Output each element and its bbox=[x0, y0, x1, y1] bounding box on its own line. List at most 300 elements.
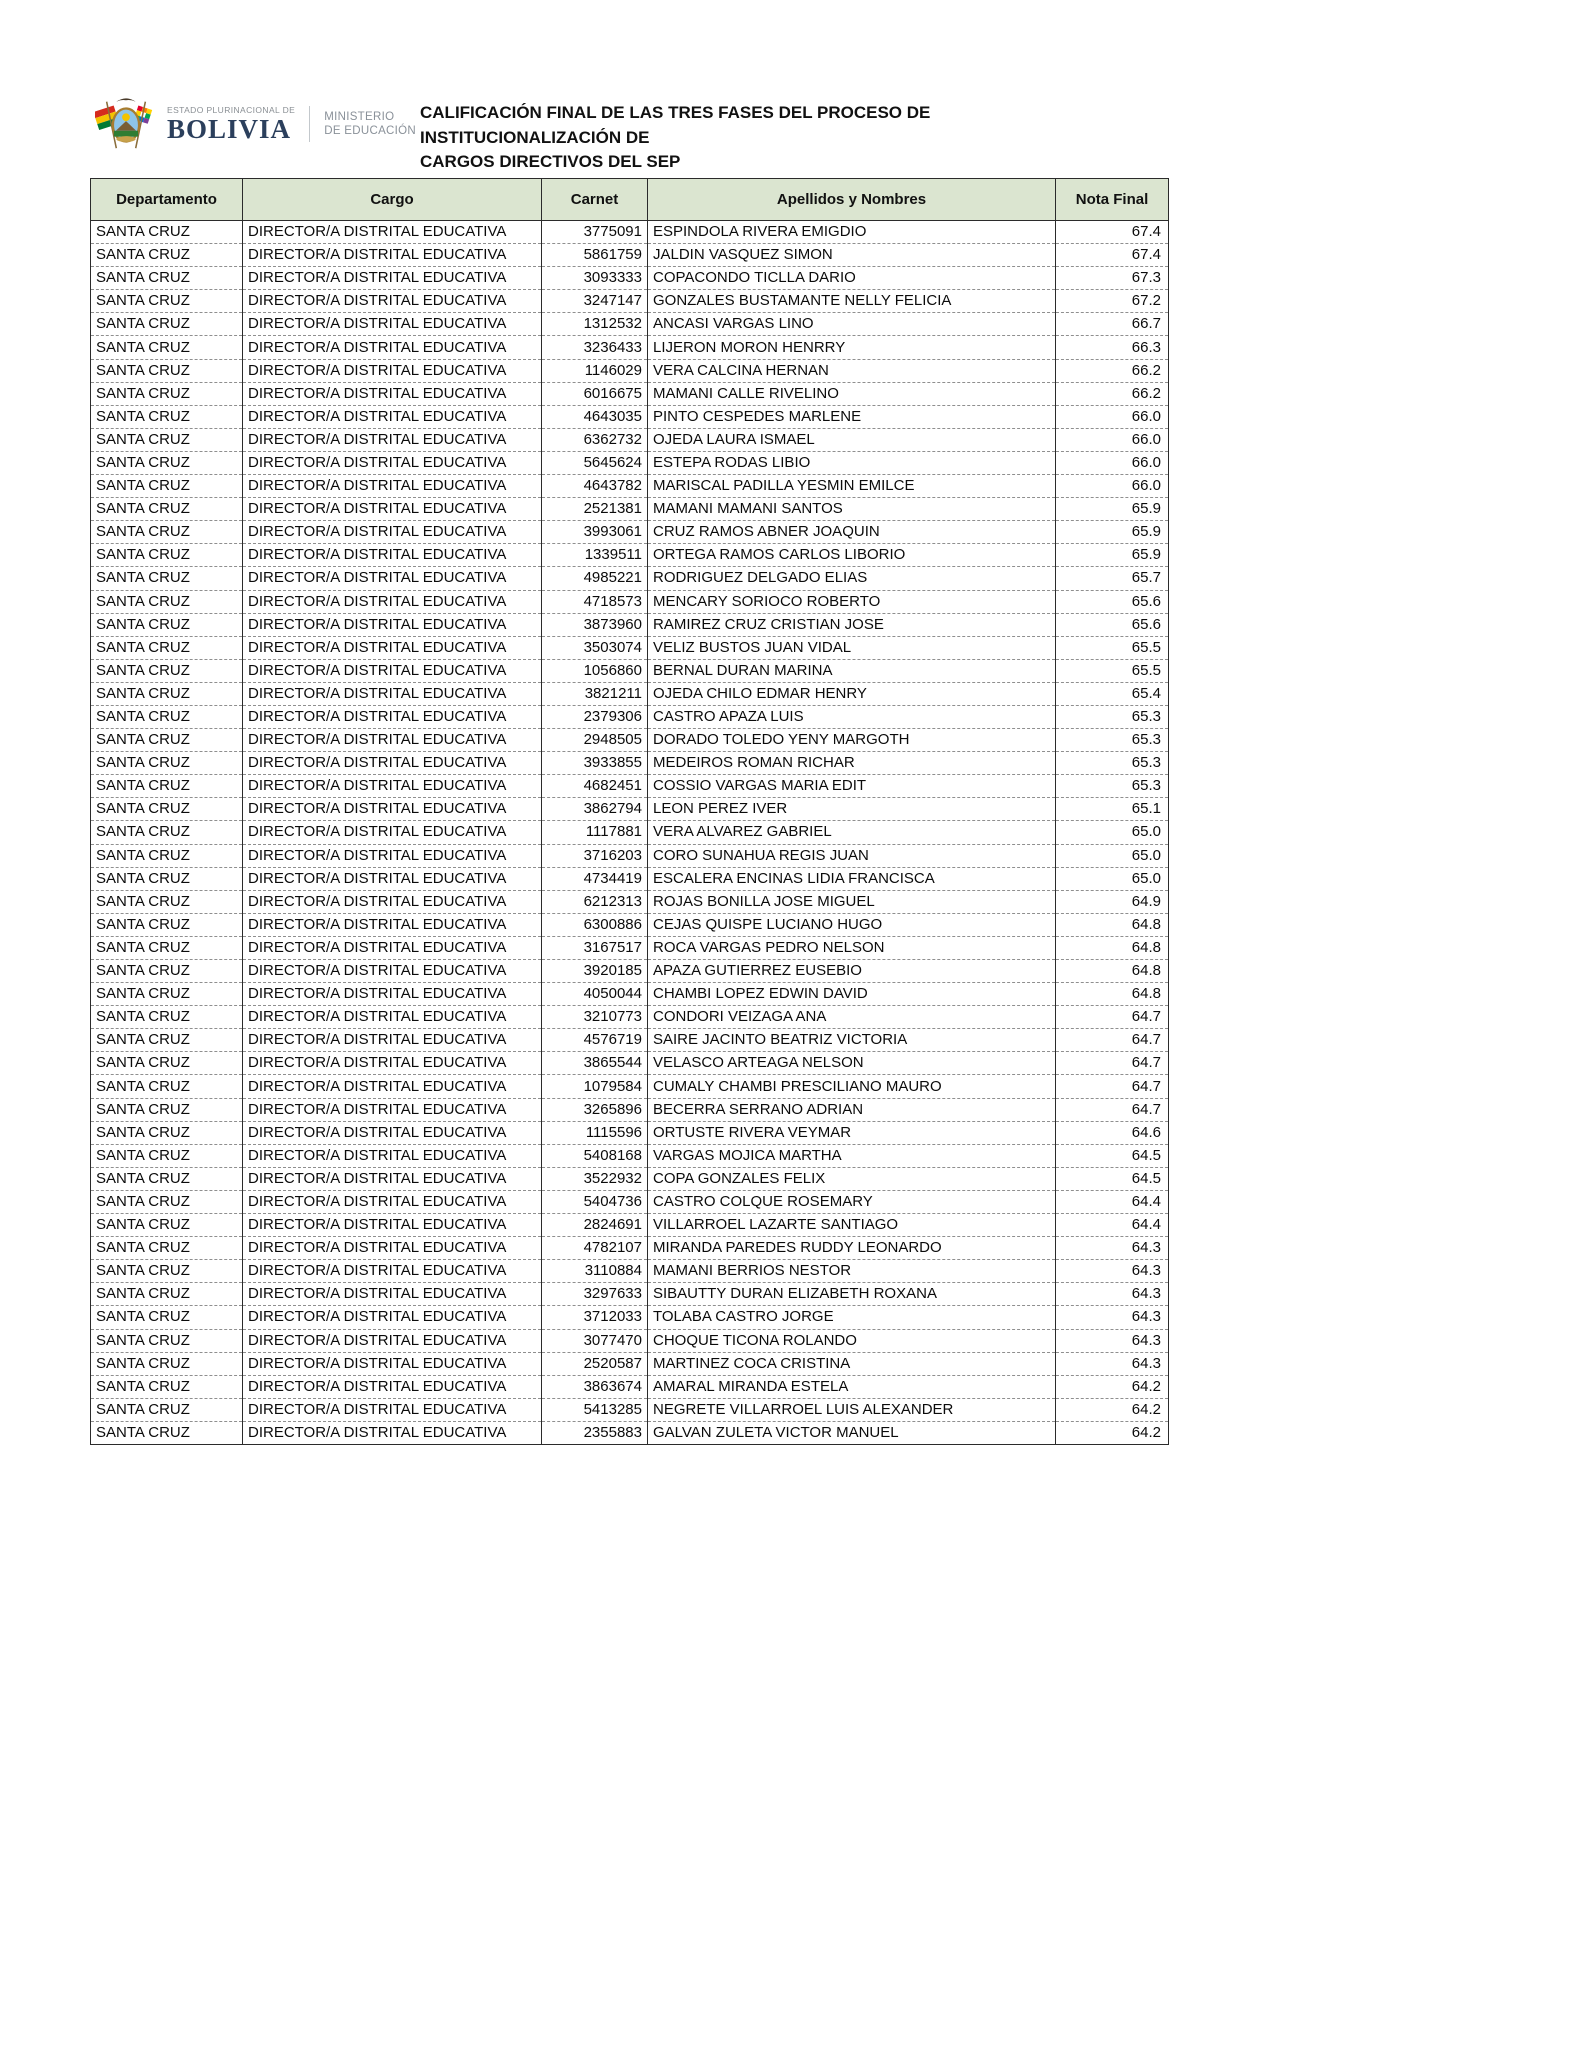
logo-divider bbox=[309, 106, 310, 142]
table-cell: DIRECTOR/A DISTRITAL EDUCATIVA bbox=[243, 290, 542, 313]
table-row bbox=[91, 913, 1169, 936]
table-cell: DIRECTOR/A DISTRITAL EDUCATIVA bbox=[243, 821, 542, 844]
table-cell: DIRECTOR/A DISTRITAL EDUCATIVA bbox=[243, 382, 542, 405]
table-cell: SANTA CRUZ bbox=[91, 405, 243, 428]
table-cell: 66.3 bbox=[1056, 336, 1169, 359]
table-row bbox=[91, 290, 1169, 313]
table-cell: MIRANDA PAREDES RUDDY LEONARDO bbox=[648, 1237, 1056, 1260]
table-cell: 5404736 bbox=[542, 1190, 648, 1213]
table-cell: 66.0 bbox=[1056, 475, 1169, 498]
table-row bbox=[91, 1398, 1169, 1421]
table-cell: DIRECTOR/A DISTRITAL EDUCATIVA bbox=[243, 313, 542, 336]
table-cell: 2521381 bbox=[542, 498, 648, 521]
table-cell: 3210773 bbox=[542, 1006, 648, 1029]
table-cell: MAMANI MAMANI SANTOS bbox=[648, 498, 1056, 521]
table-cell: 65.3 bbox=[1056, 775, 1169, 798]
table-cell: SANTA CRUZ bbox=[91, 798, 243, 821]
table-cell: 3920185 bbox=[542, 960, 648, 983]
column-header-departamento: Departamento bbox=[91, 179, 243, 221]
table-cell: RODRIGUEZ DELGADO ELIAS bbox=[648, 567, 1056, 590]
table-cell: SANTA CRUZ bbox=[91, 544, 243, 567]
table-row bbox=[91, 313, 1169, 336]
table-cell: SANTA CRUZ bbox=[91, 244, 243, 267]
table-cell: 66.0 bbox=[1056, 428, 1169, 451]
table-row bbox=[91, 1144, 1169, 1167]
table-row bbox=[91, 752, 1169, 775]
table-row bbox=[91, 821, 1169, 844]
table-cell: 64.7 bbox=[1056, 1098, 1169, 1121]
table-cell: SANTA CRUZ bbox=[91, 359, 243, 382]
column-header-nota-final: Nota Final bbox=[1056, 179, 1169, 221]
table-cell: DIRECTOR/A DISTRITAL EDUCATIVA bbox=[243, 844, 542, 867]
table-cell: 3522932 bbox=[542, 1167, 648, 1190]
table-cell: 6362732 bbox=[542, 428, 648, 451]
table-cell: DIRECTOR/A DISTRITAL EDUCATIVA bbox=[243, 1006, 542, 1029]
table-cell: DIRECTOR/A DISTRITAL EDUCATIVA bbox=[243, 428, 542, 451]
table-cell: SANTA CRUZ bbox=[91, 752, 243, 775]
table-row bbox=[91, 729, 1169, 752]
table-cell: 64.3 bbox=[1056, 1237, 1169, 1260]
table-cell: COSSIO VARGAS MARIA EDIT bbox=[648, 775, 1056, 798]
table-cell: 3873960 bbox=[542, 613, 648, 636]
table-cell: 65.9 bbox=[1056, 521, 1169, 544]
table-cell: SANTA CRUZ bbox=[91, 1098, 243, 1121]
table-cell: APAZA GUTIERREZ EUSEBIO bbox=[648, 960, 1056, 983]
table-cell: DIRECTOR/A DISTRITAL EDUCATIVA bbox=[243, 1306, 542, 1329]
column-header-carnet: Carnet bbox=[542, 179, 648, 221]
table-cell: 64.7 bbox=[1056, 1075, 1169, 1098]
table-cell: 64.4 bbox=[1056, 1214, 1169, 1237]
table-cell: SANTA CRUZ bbox=[91, 1052, 243, 1075]
table-cell: CUMALY CHAMBI PRESCILIANO MAURO bbox=[648, 1075, 1056, 1098]
table-cell: 6016675 bbox=[542, 382, 648, 405]
table-row bbox=[91, 867, 1169, 890]
table-cell: 65.3 bbox=[1056, 705, 1169, 728]
table-cell: 4050044 bbox=[542, 983, 648, 1006]
table-row bbox=[91, 1421, 1169, 1444]
table-cell: MAMANI CALLE RIVELINO bbox=[648, 382, 1056, 405]
table-cell: DIRECTOR/A DISTRITAL EDUCATIVA bbox=[243, 1144, 542, 1167]
table-cell: DIRECTOR/A DISTRITAL EDUCATIVA bbox=[243, 1398, 542, 1421]
table-cell: SANTA CRUZ bbox=[91, 521, 243, 544]
table-cell: 1079584 bbox=[542, 1075, 648, 1098]
table-row bbox=[91, 705, 1169, 728]
table-row bbox=[91, 1190, 1169, 1213]
table-cell: SANTA CRUZ bbox=[91, 1352, 243, 1375]
brand-bolivia-wordmark: BOLIVIA bbox=[167, 114, 292, 144]
table-cell: SANTA CRUZ bbox=[91, 1075, 243, 1098]
table-head bbox=[91, 179, 1169, 221]
table-row bbox=[91, 382, 1169, 405]
table-cell: 64.8 bbox=[1056, 913, 1169, 936]
table-cell: MARTINEZ COCA CRISTINA bbox=[648, 1352, 1056, 1375]
table-cell: DIRECTOR/A DISTRITAL EDUCATIVA bbox=[243, 1098, 542, 1121]
table-cell: SANTA CRUZ bbox=[91, 960, 243, 983]
table-row bbox=[91, 798, 1169, 821]
table-cell: 3862794 bbox=[542, 798, 648, 821]
table-cell: 65.7 bbox=[1056, 567, 1169, 590]
table-cell: 2948505 bbox=[542, 729, 648, 752]
document-title-line1: CALIFICACIÓN FINAL DE LAS TRES FASES DEL PROCESO DE INSTITUCIONALIZACIÓN DE bbox=[420, 103, 931, 147]
table-cell: 65.9 bbox=[1056, 544, 1169, 567]
table-cell: SANTA CRUZ bbox=[91, 382, 243, 405]
table-cell: DIRECTOR/A DISTRITAL EDUCATIVA bbox=[243, 1214, 542, 1237]
table-cell: 4782107 bbox=[542, 1237, 648, 1260]
table-cell: 67.4 bbox=[1056, 221, 1169, 244]
table-cell: CASTRO APAZA LUIS bbox=[648, 705, 1056, 728]
table-cell: SANTA CRUZ bbox=[91, 821, 243, 844]
column-header-cargo: Cargo bbox=[243, 179, 542, 221]
table-cell: SANTA CRUZ bbox=[91, 775, 243, 798]
table-cell: SANTA CRUZ bbox=[91, 1121, 243, 1144]
table-cell: 5413285 bbox=[542, 1398, 648, 1421]
table-cell: BERNAL DURAN MARINA bbox=[648, 659, 1056, 682]
table-cell: SANTA CRUZ bbox=[91, 1283, 243, 1306]
table-row bbox=[91, 359, 1169, 382]
table-cell: SANTA CRUZ bbox=[91, 729, 243, 752]
table-row bbox=[91, 1375, 1169, 1398]
table-row bbox=[91, 613, 1169, 636]
table-cell: 64.5 bbox=[1056, 1167, 1169, 1190]
table-cell: 3716203 bbox=[542, 844, 648, 867]
table-row bbox=[91, 498, 1169, 521]
table-row bbox=[91, 775, 1169, 798]
table-cell: MENCARY SORIOCO ROBERTO bbox=[648, 590, 1056, 613]
table-cell: 5408168 bbox=[542, 1144, 648, 1167]
table-cell: DIRECTOR/A DISTRITAL EDUCATIVA bbox=[243, 451, 542, 474]
table-cell: CHAMBI LOPEZ EDWIN DAVID bbox=[648, 983, 1056, 1006]
table-cell: MARISCAL PADILLA YESMIN EMILCE bbox=[648, 475, 1056, 498]
table-cell: 2520587 bbox=[542, 1352, 648, 1375]
table-cell: SANTA CRUZ bbox=[91, 1306, 243, 1329]
table-cell: SANTA CRUZ bbox=[91, 983, 243, 1006]
table-cell: MEDEIROS ROMAN RICHAR bbox=[648, 752, 1056, 775]
results-table bbox=[90, 178, 1169, 1445]
table-cell: 1056860 bbox=[542, 659, 648, 682]
table-cell: SANTA CRUZ bbox=[91, 1375, 243, 1398]
table-cell: 64.3 bbox=[1056, 1283, 1169, 1306]
table-cell: 4682451 bbox=[542, 775, 648, 798]
table-cell: DIRECTOR/A DISTRITAL EDUCATIVA bbox=[243, 983, 542, 1006]
table-cell: VARGAS MOJICA MARTHA bbox=[648, 1144, 1056, 1167]
table-cell: 3993061 bbox=[542, 521, 648, 544]
table-cell: ROJAS BONILLA JOSE MIGUEL bbox=[648, 890, 1056, 913]
table-cell: SANTA CRUZ bbox=[91, 428, 243, 451]
table-cell: 6300886 bbox=[542, 913, 648, 936]
table-cell: SANTA CRUZ bbox=[91, 221, 243, 244]
table-cell: 1339511 bbox=[542, 544, 648, 567]
table-cell: DIRECTOR/A DISTRITAL EDUCATIVA bbox=[243, 775, 542, 798]
table-cell: CORO SUNAHUA REGIS JUAN bbox=[648, 844, 1056, 867]
table-cell: CRUZ RAMOS ABNER JOAQUIN bbox=[648, 521, 1056, 544]
ministry-line2: DE EDUCACIÓN bbox=[324, 125, 417, 137]
table-cell: PINTO CESPEDES MARLENE bbox=[648, 405, 1056, 428]
table-cell: 64.6 bbox=[1056, 1121, 1169, 1144]
table-cell: 2824691 bbox=[542, 1214, 648, 1237]
table-cell: DIRECTOR/A DISTRITAL EDUCATIVA bbox=[243, 752, 542, 775]
table-cell: 66.2 bbox=[1056, 359, 1169, 382]
table-cell: 4643782 bbox=[542, 475, 648, 498]
table-cell: 65.0 bbox=[1056, 844, 1169, 867]
table-cell: 3821211 bbox=[542, 682, 648, 705]
table-row bbox=[91, 544, 1169, 567]
table-cell: SANTA CRUZ bbox=[91, 451, 243, 474]
table-row bbox=[91, 1098, 1169, 1121]
table-cell: DIRECTOR/A DISTRITAL EDUCATIVA bbox=[243, 1237, 542, 1260]
table-cell: DIRECTOR/A DISTRITAL EDUCATIVA bbox=[243, 936, 542, 959]
table-cell: ORTUSTE RIVERA VEYMAR bbox=[648, 1121, 1056, 1144]
table-cell: 65.3 bbox=[1056, 729, 1169, 752]
table-cell: 66.0 bbox=[1056, 451, 1169, 474]
table-cell: 64.2 bbox=[1056, 1375, 1169, 1398]
table-cell: DIRECTOR/A DISTRITAL EDUCATIVA bbox=[243, 1352, 542, 1375]
table-cell: GALVAN ZULETA VICTOR MANUEL bbox=[648, 1421, 1056, 1444]
table-cell: MAMANI BERRIOS NESTOR bbox=[648, 1260, 1056, 1283]
table-cell: DIRECTOR/A DISTRITAL EDUCATIVA bbox=[243, 867, 542, 890]
table-row bbox=[91, 1029, 1169, 1052]
table-cell: VELIZ BUSTOS JUAN VIDAL bbox=[648, 636, 1056, 659]
table-row bbox=[91, 983, 1169, 1006]
table-cell: DIRECTOR/A DISTRITAL EDUCATIVA bbox=[243, 221, 542, 244]
table-cell: DIRECTOR/A DISTRITAL EDUCATIVA bbox=[243, 1421, 542, 1444]
table-cell: 3712033 bbox=[542, 1306, 648, 1329]
table-cell: DIRECTOR/A DISTRITAL EDUCATIVA bbox=[243, 498, 542, 521]
table-cell: DIRECTOR/A DISTRITAL EDUCATIVA bbox=[243, 729, 542, 752]
table-cell: 2379306 bbox=[542, 705, 648, 728]
ministry-label bbox=[324, 110, 416, 139]
table-row bbox=[91, 1283, 1169, 1306]
table-cell: COPACONDO TICLLA DARIO bbox=[648, 267, 1056, 290]
table-cell: SANTA CRUZ bbox=[91, 636, 243, 659]
table-cell: 1312532 bbox=[542, 313, 648, 336]
table-cell: SAIRE JACINTO BEATRIZ VICTORIA bbox=[648, 1029, 1056, 1052]
table-cell: SANTA CRUZ bbox=[91, 498, 243, 521]
table-cell: DIRECTOR/A DISTRITAL EDUCATIVA bbox=[243, 1052, 542, 1075]
table-cell: DIRECTOR/A DISTRITAL EDUCATIVA bbox=[243, 267, 542, 290]
table-row bbox=[91, 1237, 1169, 1260]
table-cell: 66.7 bbox=[1056, 313, 1169, 336]
table-cell: TOLABA CASTRO JORGE bbox=[648, 1306, 1056, 1329]
table-cell: 64.3 bbox=[1056, 1352, 1169, 1375]
table-cell: 4718573 bbox=[542, 590, 648, 613]
table-cell: DIRECTOR/A DISTRITAL EDUCATIVA bbox=[243, 359, 542, 382]
table-cell: 64.5 bbox=[1056, 1144, 1169, 1167]
table-cell: DIRECTOR/A DISTRITAL EDUCATIVA bbox=[243, 590, 542, 613]
table-cell: 4576719 bbox=[542, 1029, 648, 1052]
table-cell: 66.2 bbox=[1056, 382, 1169, 405]
table-cell: DORADO TOLEDO YENY MARGOTH bbox=[648, 729, 1056, 752]
table-row bbox=[91, 659, 1169, 682]
table-cell: DIRECTOR/A DISTRITAL EDUCATIVA bbox=[243, 705, 542, 728]
table-cell: BECERRA SERRANO ADRIAN bbox=[648, 1098, 1056, 1121]
table-cell: DIRECTOR/A DISTRITAL EDUCATIVA bbox=[243, 1283, 542, 1306]
table-cell: SANTA CRUZ bbox=[91, 267, 243, 290]
table-cell: DIRECTOR/A DISTRITAL EDUCATIVA bbox=[243, 1029, 542, 1052]
table-cell: DIRECTOR/A DISTRITAL EDUCATIVA bbox=[243, 636, 542, 659]
table-cell: LEON PEREZ IVER bbox=[648, 798, 1056, 821]
table-row bbox=[91, 428, 1169, 451]
table-cell: DIRECTOR/A DISTRITAL EDUCATIVA bbox=[243, 1329, 542, 1352]
table-header-row bbox=[91, 179, 1169, 221]
table-row bbox=[91, 590, 1169, 613]
table-row bbox=[91, 1052, 1169, 1075]
table-cell: DIRECTOR/A DISTRITAL EDUCATIVA bbox=[243, 798, 542, 821]
table-cell: SANTA CRUZ bbox=[91, 682, 243, 705]
table-row bbox=[91, 521, 1169, 544]
brand-text bbox=[167, 105, 295, 143]
table-cell: SANTA CRUZ bbox=[91, 1144, 243, 1167]
table-cell: 4734419 bbox=[542, 867, 648, 890]
table-cell: 64.4 bbox=[1056, 1190, 1169, 1213]
table-cell: 64.3 bbox=[1056, 1306, 1169, 1329]
table-cell: 64.7 bbox=[1056, 1029, 1169, 1052]
table-cell: DIRECTOR/A DISTRITAL EDUCATIVA bbox=[243, 960, 542, 983]
table-cell: ESCALERA ENCINAS LIDIA FRANCISCA bbox=[648, 867, 1056, 890]
table-cell: SANTA CRUZ bbox=[91, 1190, 243, 1213]
table-cell: DIRECTOR/A DISTRITAL EDUCATIVA bbox=[243, 405, 542, 428]
table-cell: RAMIREZ CRUZ CRISTIAN JOSE bbox=[648, 613, 1056, 636]
table-cell: 3863674 bbox=[542, 1375, 648, 1398]
table-cell: DIRECTOR/A DISTRITAL EDUCATIVA bbox=[243, 475, 542, 498]
table-cell: CONDORI VEIZAGA ANA bbox=[648, 1006, 1056, 1029]
table-row bbox=[91, 682, 1169, 705]
table-row bbox=[91, 451, 1169, 474]
table-cell: 3865544 bbox=[542, 1052, 648, 1075]
table-cell: ROCA VARGAS PEDRO NELSON bbox=[648, 936, 1056, 959]
table-cell: 67.3 bbox=[1056, 267, 1169, 290]
bolivia-emblem-icon bbox=[95, 92, 157, 156]
table-cell: 66.0 bbox=[1056, 405, 1169, 428]
table-cell: JALDIN VASQUEZ SIMON bbox=[648, 244, 1056, 267]
table-cell: SANTA CRUZ bbox=[91, 290, 243, 313]
table-cell: 1115596 bbox=[542, 1121, 648, 1144]
table-cell: DIRECTOR/A DISTRITAL EDUCATIVA bbox=[243, 244, 542, 267]
document-header bbox=[95, 92, 416, 156]
table-row bbox=[91, 960, 1169, 983]
table-cell: SANTA CRUZ bbox=[91, 913, 243, 936]
brand-small-text: ESTADO PLURINACIONAL DE bbox=[167, 105, 296, 115]
table-cell: SANTA CRUZ bbox=[91, 475, 243, 498]
table-row bbox=[91, 890, 1169, 913]
table-cell: SANTA CRUZ bbox=[91, 1167, 243, 1190]
table-cell: 64.9 bbox=[1056, 890, 1169, 913]
table-cell: CEJAS QUISPE LUCIANO HUGO bbox=[648, 913, 1056, 936]
table-cell: 3775091 bbox=[542, 221, 648, 244]
table-cell: 6212313 bbox=[542, 890, 648, 913]
table-row bbox=[91, 567, 1169, 590]
table-cell: VILLARROEL LAZARTE SANTIAGO bbox=[648, 1214, 1056, 1237]
table-cell: SANTA CRUZ bbox=[91, 936, 243, 959]
table-row bbox=[91, 636, 1169, 659]
table-cell: 65.1 bbox=[1056, 798, 1169, 821]
table-cell: 64.3 bbox=[1056, 1260, 1169, 1283]
table-row bbox=[91, 244, 1169, 267]
table-cell: 3093333 bbox=[542, 267, 648, 290]
table-cell: DIRECTOR/A DISTRITAL EDUCATIVA bbox=[243, 1121, 542, 1144]
table-cell: NEGRETE VILLARROEL LUIS ALEXANDER bbox=[648, 1398, 1056, 1421]
table-cell: DIRECTOR/A DISTRITAL EDUCATIVA bbox=[243, 336, 542, 359]
table-cell: 65.6 bbox=[1056, 590, 1169, 613]
table-cell: 4985221 bbox=[542, 567, 648, 590]
table-cell: SANTA CRUZ bbox=[91, 313, 243, 336]
table-cell: DIRECTOR/A DISTRITAL EDUCATIVA bbox=[243, 1167, 542, 1190]
table-cell: 67.2 bbox=[1056, 290, 1169, 313]
column-header-apellidos-y-nombres: Apellidos y Nombres bbox=[648, 179, 1056, 221]
table-cell: 65.9 bbox=[1056, 498, 1169, 521]
table-cell: DIRECTOR/A DISTRITAL EDUCATIVA bbox=[243, 613, 542, 636]
table-cell: VELASCO ARTEAGA NELSON bbox=[648, 1052, 1056, 1075]
table-cell: 65.5 bbox=[1056, 636, 1169, 659]
table-cell: SANTA CRUZ bbox=[91, 867, 243, 890]
table-cell: 3265896 bbox=[542, 1098, 648, 1121]
table-row bbox=[91, 1006, 1169, 1029]
table-cell: 3167517 bbox=[542, 936, 648, 959]
table-cell: DIRECTOR/A DISTRITAL EDUCATIVA bbox=[243, 913, 542, 936]
table-row bbox=[91, 1214, 1169, 1237]
table-cell: SANTA CRUZ bbox=[91, 336, 243, 359]
table-cell: 1146029 bbox=[542, 359, 648, 382]
table-cell: 3110884 bbox=[542, 1260, 648, 1283]
table-cell: OJEDA CHILO EDMAR HENRY bbox=[648, 682, 1056, 705]
table-cell: 65.5 bbox=[1056, 659, 1169, 682]
table-cell: DIRECTOR/A DISTRITAL EDUCATIVA bbox=[243, 1375, 542, 1398]
table-row bbox=[91, 336, 1169, 359]
table-cell: 4643035 bbox=[542, 405, 648, 428]
table-cell: GONZALES BUSTAMANTE NELLY FELICIA bbox=[648, 290, 1056, 313]
table-cell: SANTA CRUZ bbox=[91, 1260, 243, 1283]
table-row bbox=[91, 844, 1169, 867]
table-cell: 64.7 bbox=[1056, 1052, 1169, 1075]
table-cell: SANTA CRUZ bbox=[91, 659, 243, 682]
table-body bbox=[91, 221, 1169, 1445]
table-cell: 67.4 bbox=[1056, 244, 1169, 267]
table-cell: 64.8 bbox=[1056, 960, 1169, 983]
table-cell: DIRECTOR/A DISTRITAL EDUCATIVA bbox=[243, 544, 542, 567]
table-cell: SANTA CRUZ bbox=[91, 1329, 243, 1352]
table-row bbox=[91, 475, 1169, 498]
table-cell: 3503074 bbox=[542, 636, 648, 659]
table-cell: 64.2 bbox=[1056, 1421, 1169, 1444]
table-cell: DIRECTOR/A DISTRITAL EDUCATIVA bbox=[243, 682, 542, 705]
table-cell: SANTA CRUZ bbox=[91, 590, 243, 613]
document-title bbox=[420, 101, 1100, 175]
table-cell: 64.8 bbox=[1056, 983, 1169, 1006]
table-row bbox=[91, 1075, 1169, 1098]
table-cell: VERA ALVAREZ GABRIEL bbox=[648, 821, 1056, 844]
table-cell: 3297633 bbox=[542, 1283, 648, 1306]
table-cell: 1117881 bbox=[542, 821, 648, 844]
table-cell: 65.3 bbox=[1056, 752, 1169, 775]
table-cell: CHOQUE TICONA ROLANDO bbox=[648, 1329, 1056, 1352]
table-cell: 64.3 bbox=[1056, 1329, 1169, 1352]
table-cell: ORTEGA RAMOS CARLOS LIBORIO bbox=[648, 544, 1056, 567]
table-cell: 3236433 bbox=[542, 336, 648, 359]
table-row bbox=[91, 267, 1169, 290]
table-row bbox=[91, 1306, 1169, 1329]
table-cell: DIRECTOR/A DISTRITAL EDUCATIVA bbox=[243, 567, 542, 590]
table-cell: VERA CALCINA HERNAN bbox=[648, 359, 1056, 382]
table-cell: 5645624 bbox=[542, 451, 648, 474]
table-cell: 65.0 bbox=[1056, 821, 1169, 844]
table-row bbox=[91, 1260, 1169, 1283]
table-cell: SANTA CRUZ bbox=[91, 844, 243, 867]
table-cell: SANTA CRUZ bbox=[91, 1029, 243, 1052]
document-title-line2: CARGOS DIRECTIVOS DEL SEP bbox=[420, 152, 681, 172]
table-cell: DIRECTOR/A DISTRITAL EDUCATIVA bbox=[243, 521, 542, 544]
table-row bbox=[91, 936, 1169, 959]
table-cell: SANTA CRUZ bbox=[91, 567, 243, 590]
table-row bbox=[91, 1167, 1169, 1190]
